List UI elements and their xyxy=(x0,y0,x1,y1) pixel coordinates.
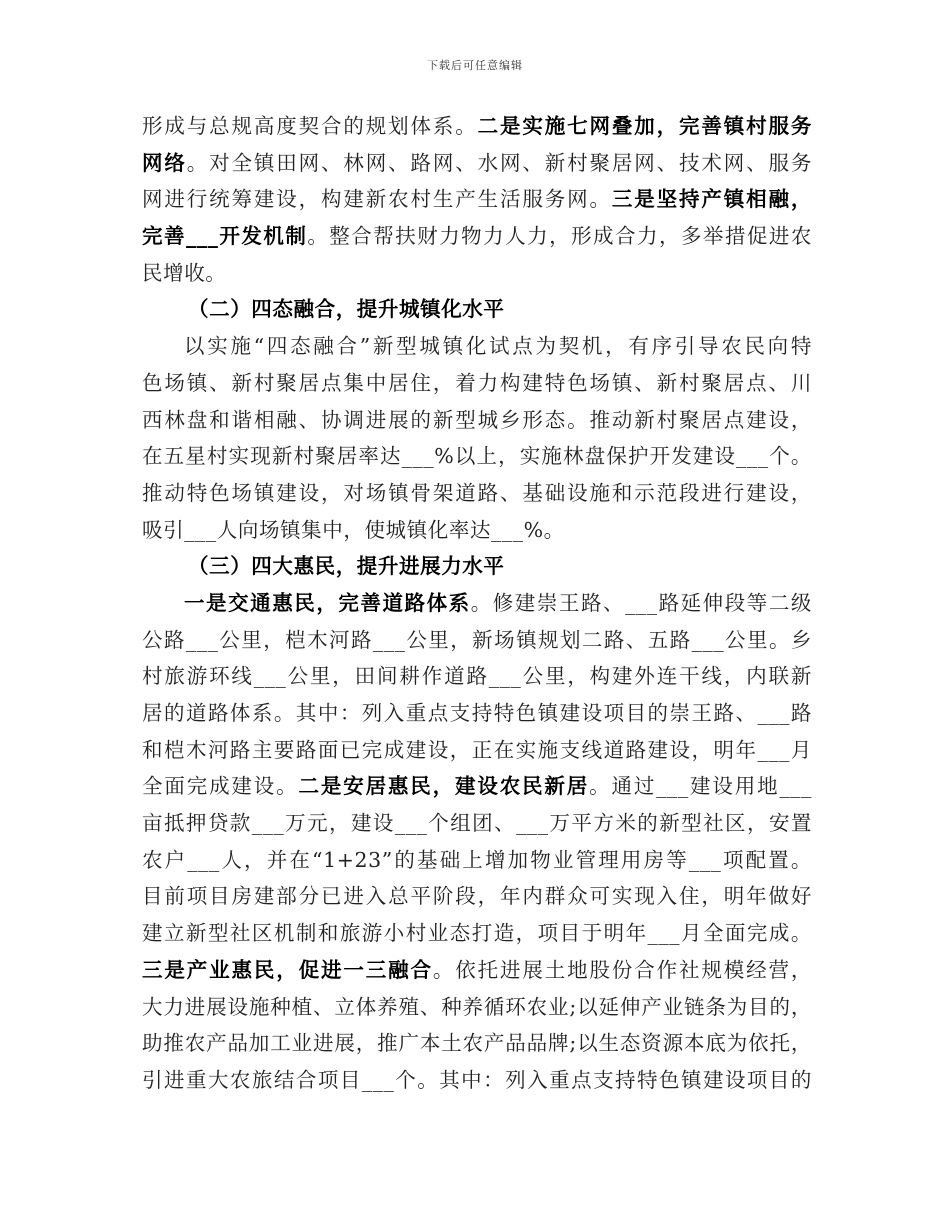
text-line xyxy=(142,952,812,989)
text-segment: 全面完成建设。 xyxy=(142,774,299,799)
bold-text-segment: 二是安居惠民，建设农民新居 xyxy=(298,774,590,799)
text-segment: 。通过___建设用地___ xyxy=(589,774,812,799)
text-segment: 形成与总规高度契合的规划体系。 xyxy=(142,114,478,138)
text-line xyxy=(142,915,812,952)
bold-text-segment: （三）四大惠民，提升进展力水平 xyxy=(188,554,505,579)
text-segment: 网进行统筹建设，构建新农村生产生活服务网。 xyxy=(142,187,612,212)
bold-text-segment: 三是产业惠民，促进一三融合 xyxy=(142,957,433,982)
text-segment: 。修建崇王路、___路延伸段等二级 xyxy=(470,590,812,615)
text-segment: 和桤木河路主要路面已完成建设，正在实施支线道路建设，明年___月 xyxy=(142,737,812,762)
text-line xyxy=(142,438,812,475)
text-segment: 大力进展设施种植、立体养殖、种养循环农业;以延伸产业链条为目的， xyxy=(142,994,812,1019)
text-line xyxy=(142,695,812,732)
text-segment: 民增收。 xyxy=(142,260,227,285)
text-segment: 助推农产品加工业进展，推广本土农产品品牌;以生态资源本底为依托， xyxy=(142,1031,812,1056)
text-segment: 西林盘和谐相融、协调进展的新型城乡形态。推动新村聚居点建设， xyxy=(142,407,812,432)
text-segment: 居的道路体系。其中：列入重点支持特色镇建设项目的崇王路、___路 xyxy=(142,701,812,725)
text-line xyxy=(142,732,812,769)
text-line xyxy=(142,989,812,1026)
text-line xyxy=(142,768,812,805)
bold-text-segment: 三是坚持产镇相融， xyxy=(611,187,812,212)
text-line xyxy=(142,658,812,695)
text-line xyxy=(142,475,812,512)
text-line xyxy=(142,878,812,915)
bold-text-segment: 一是交通惠民，完善道路体系 xyxy=(184,590,471,615)
page-header: 下载后可任意编辑 xyxy=(427,59,523,72)
text-line xyxy=(142,842,812,879)
text-segment: 目前项目房建部分已进入总平阶段，年内群众可实现入住，明年做好 xyxy=(142,884,812,909)
text-segment: 。依托进展土地股份合作社规模经营， xyxy=(432,957,812,982)
text-line xyxy=(142,181,812,218)
text-line xyxy=(142,402,812,439)
text-line xyxy=(142,365,812,402)
text-segment: 公路___公里，桤木河路___公里，新场镇规划二路、五路___公里。乡 xyxy=(142,627,812,652)
document-body xyxy=(142,108,812,1099)
text-segment: 亩抵押贷款___万元，建设___个组团、___万平方米的新型社区，安置 xyxy=(142,811,812,836)
text-line xyxy=(142,1062,812,1099)
text-segment: 建立新型社区机制和旅游小村业态打造，项目于明年___月全面完成。 xyxy=(142,921,812,946)
text-segment: 引进重大农旅结合项目___个。其中：列入重点支持特色镇建设项目的 xyxy=(142,1067,812,1092)
text-segment: 。对全镇田网、林网、路网、水网、新村聚居网、技术网、服务 xyxy=(186,150,812,175)
bold-text-segment: 完善___开发机制 xyxy=(142,224,308,249)
text-line xyxy=(142,145,812,182)
section-heading xyxy=(142,548,812,585)
text-line xyxy=(142,622,812,659)
text-line xyxy=(142,218,812,255)
text-segment: 。整合帮扶财力物力人力，形成合力，多举措促进农 xyxy=(307,224,812,249)
text-segment: 村旅游环线___公里，田间耕作道路___公里，构建外连干线，内联新 xyxy=(142,664,812,689)
bold-text-segment: （二）四态融合，提升城镇化水平 xyxy=(188,297,505,322)
bold-text-segment: 网络 xyxy=(142,150,187,175)
text-line xyxy=(142,805,812,842)
text-line xyxy=(142,328,812,365)
text-segment: 以实施“四态融合”新型城镇化试点为契机，有序引导农民向特 xyxy=(184,334,812,359)
text-line xyxy=(142,1025,812,1062)
text-segment: 推动特色场镇建设，对场镇骨架道路、基础设施和示范段进行建设， xyxy=(142,480,812,505)
section-heading xyxy=(142,291,812,328)
text-line xyxy=(142,585,812,622)
text-segment: 农户___人，并在“1+23”的基础上增加物业管理用房等___项配置。 xyxy=(142,847,812,872)
text-line xyxy=(142,255,812,292)
text-segment: 色场镇、新村聚居点集中居住，着力构建特色场镇、新村聚居点、川 xyxy=(142,370,812,395)
text-line xyxy=(142,512,812,549)
text-segment: 吸引___人向场镇集中，使城镇化率达___%。 xyxy=(142,517,565,542)
text-line xyxy=(142,108,812,145)
bold-text-segment: 二是实施七网叠加，完善镇村服务 xyxy=(477,114,812,138)
text-segment: 在五星村实现新村聚居率达___%以上，实施林盘保护开发建设___个。 xyxy=(142,444,812,469)
